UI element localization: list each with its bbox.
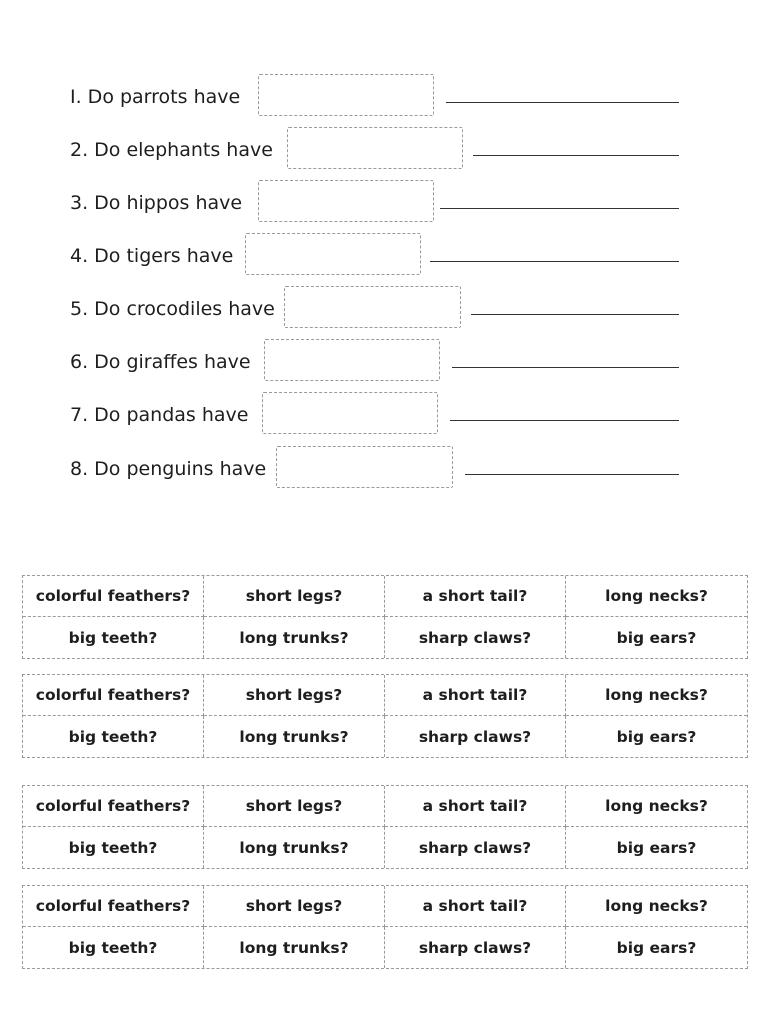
cutout-card[interactable]: a short tail?: [385, 675, 566, 716]
question-row: [0, 74, 768, 120]
cutout-card-set: [22, 575, 748, 659]
answer-card-slot[interactable]: [284, 286, 461, 328]
answer-card-slot[interactable]: [287, 127, 463, 169]
answer-line[interactable]: [471, 314, 679, 315]
answer-line[interactable]: [430, 261, 679, 262]
cutout-card[interactable]: colorful feathers?: [23, 675, 204, 716]
answer-card-slot[interactable]: [258, 74, 434, 116]
cutout-card[interactable]: long trunks?: [204, 716, 385, 757]
cutout-card-set: [22, 885, 748, 969]
question-text: 6. Do giraffes have: [70, 351, 251, 373]
answer-line[interactable]: [465, 474, 679, 475]
cutout-card[interactable]: long trunks?: [204, 827, 385, 868]
question-row: [0, 286, 768, 332]
question-row: [0, 392, 768, 438]
cutout-card-set: [22, 785, 748, 869]
cutout-card[interactable]: a short tail?: [385, 886, 566, 927]
answer-card-slot[interactable]: [262, 392, 438, 434]
cutout-card[interactable]: colorful feathers?: [23, 786, 204, 827]
cutout-card[interactable]: sharp claws?: [385, 827, 566, 868]
cutout-card[interactable]: big ears?: [616, 938, 697, 957]
cutout-card[interactable]: big ears?: [616, 727, 697, 746]
cutout-card[interactable]: short legs?: [204, 886, 385, 927]
question-text: 2. Do elephants have: [70, 139, 273, 161]
cutout-card[interactable]: long necks?: [566, 786, 747, 827]
question-text: I. Do parrots have: [70, 86, 241, 108]
question-text: 3. Do hippos have: [70, 192, 243, 214]
cutout-card-set: [22, 674, 748, 758]
cutout-card[interactable]: short legs?: [204, 786, 385, 827]
cutout-card[interactable]: long trunks?: [204, 927, 385, 968]
cutout-card[interactable]: sharp claws?: [385, 617, 566, 658]
cutout-card[interactable]: big teeth?: [23, 716, 204, 757]
question-text: 5. Do crocodiles have: [70, 298, 275, 320]
answer-card-slot[interactable]: [264, 339, 440, 381]
cutout-card[interactable]: colorful feathers?: [23, 886, 204, 927]
cutout-card[interactable]: long necks?: [566, 675, 747, 716]
cutout-card[interactable]: sharp claws?: [385, 716, 566, 757]
cutout-card[interactable]: a short tail?: [385, 576, 566, 617]
answer-line[interactable]: [440, 208, 679, 209]
cutout-card[interactable]: colorful feathers?: [23, 576, 204, 617]
cutout-card[interactable]: big teeth?: [23, 827, 204, 868]
question-row: [0, 233, 768, 279]
answer-line[interactable]: [446, 102, 679, 103]
cutout-card[interactable]: long necks?: [566, 576, 747, 617]
answer-line[interactable]: [473, 155, 679, 156]
cutout-card[interactable]: sharp claws?: [385, 927, 566, 968]
question-row: [0, 127, 768, 173]
cutout-card[interactable]: a short tail?: [385, 786, 566, 827]
question-text: 4. Do tigers have: [70, 245, 234, 267]
answer-card-slot[interactable]: [276, 446, 453, 488]
question-text: 8. Do penguins have: [70, 458, 267, 480]
cutout-card[interactable]: big ears?: [616, 628, 697, 647]
answer-card-slot[interactable]: [258, 180, 434, 222]
answer-card-slot[interactable]: [245, 233, 421, 275]
answer-line[interactable]: [452, 367, 679, 368]
cutout-card[interactable]: big teeth?: [23, 927, 204, 968]
question-row: [0, 446, 768, 492]
answer-line[interactable]: [450, 420, 679, 421]
cutout-card[interactable]: long necks?: [566, 886, 747, 927]
question-text: 7. Do pandas have: [70, 404, 249, 426]
cutout-card[interactable]: big ears?: [616, 838, 697, 857]
cutout-card[interactable]: big teeth?: [23, 617, 204, 658]
question-row: [0, 180, 768, 226]
cutout-card[interactable]: short legs?: [204, 576, 385, 617]
cutout-card[interactable]: long trunks?: [204, 617, 385, 658]
cutout-card[interactable]: short legs?: [204, 675, 385, 716]
question-row: [0, 339, 768, 385]
